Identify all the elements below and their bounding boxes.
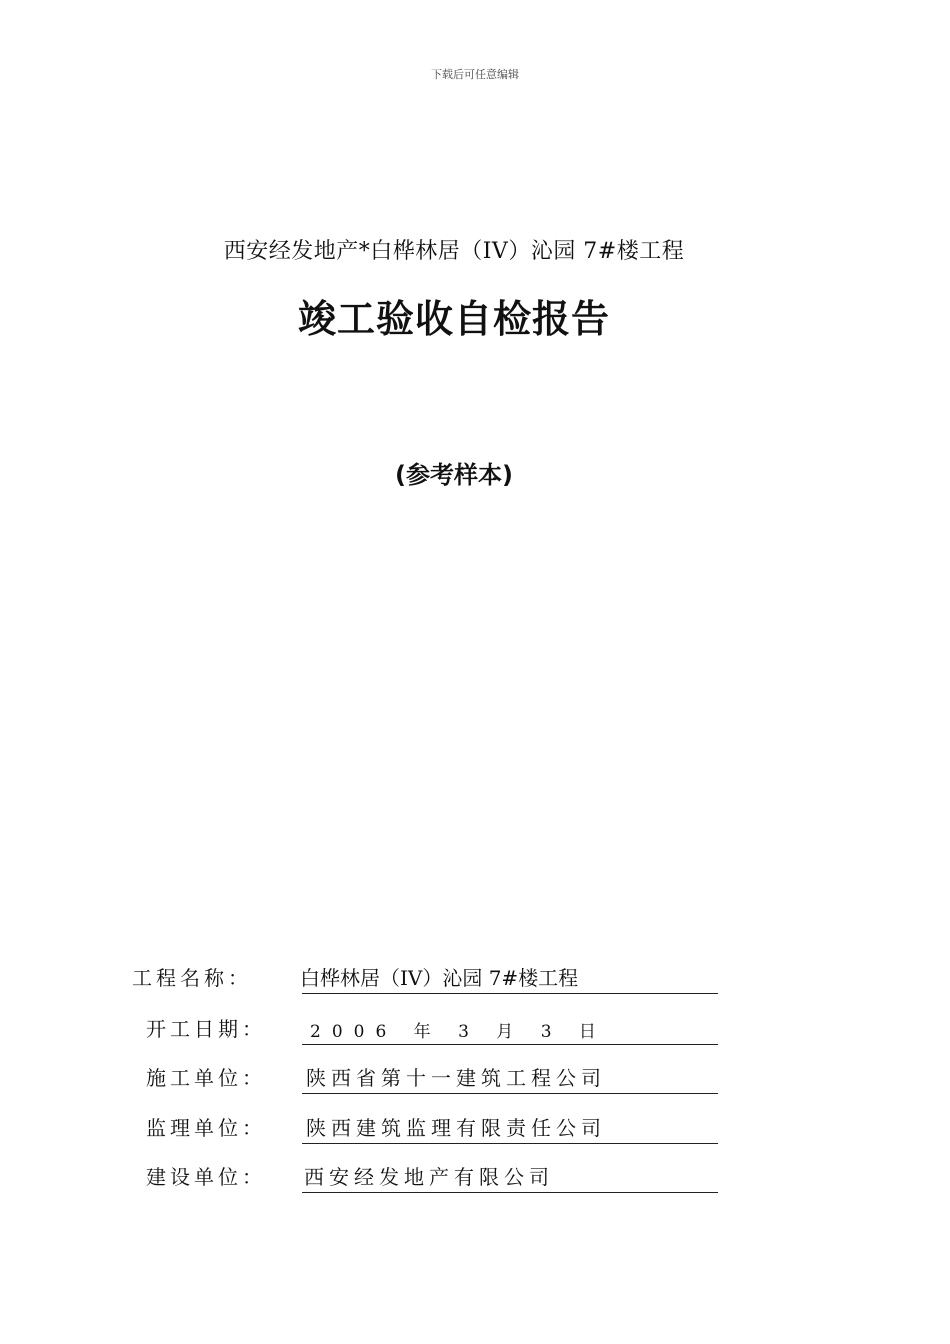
- info-value-start-date: 2006 年 3 月 3 日: [310, 1022, 607, 1042]
- info-row-project-name: [0, 958, 950, 992]
- info-row-developer: [0, 1157, 950, 1191]
- header-note: 下载后可任意编辑: [431, 68, 519, 81]
- project-name-heading: 西安经发地产*白桦林居（IV）沁园 7#楼工程: [223, 239, 685, 264]
- info-value-project-name: 白桦林居（IV）沁园 7#楼工程: [300, 966, 579, 990]
- info-label-supervisor: 监理单位：: [146, 1116, 266, 1140]
- underline: [302, 1143, 718, 1144]
- info-row-supervisor: [0, 1108, 950, 1142]
- underline: [302, 1093, 718, 1094]
- info-value-contractor: 陕西省第十一建筑工程公司: [306, 1066, 606, 1090]
- info-row-contractor: [0, 1058, 950, 1092]
- info-value-supervisor: 陕西建筑监理有限责任公司: [306, 1116, 606, 1140]
- info-label-project-name: 工程名称：: [132, 966, 252, 990]
- underline: [302, 1192, 718, 1193]
- info-label-developer: 建设单位：: [146, 1165, 266, 1189]
- underline: [302, 993, 718, 994]
- report-title: 竣工验收自检报告: [297, 297, 610, 341]
- underline: [302, 1044, 718, 1045]
- info-value-developer: 西安经发地产有限公司: [304, 1165, 554, 1189]
- sample-label: (参考样本): [395, 461, 513, 489]
- info-row-start-date: [0, 1009, 950, 1043]
- info-label-start-date: 开工日期：: [146, 1017, 266, 1041]
- info-label-contractor: 施工单位：: [146, 1066, 266, 1090]
